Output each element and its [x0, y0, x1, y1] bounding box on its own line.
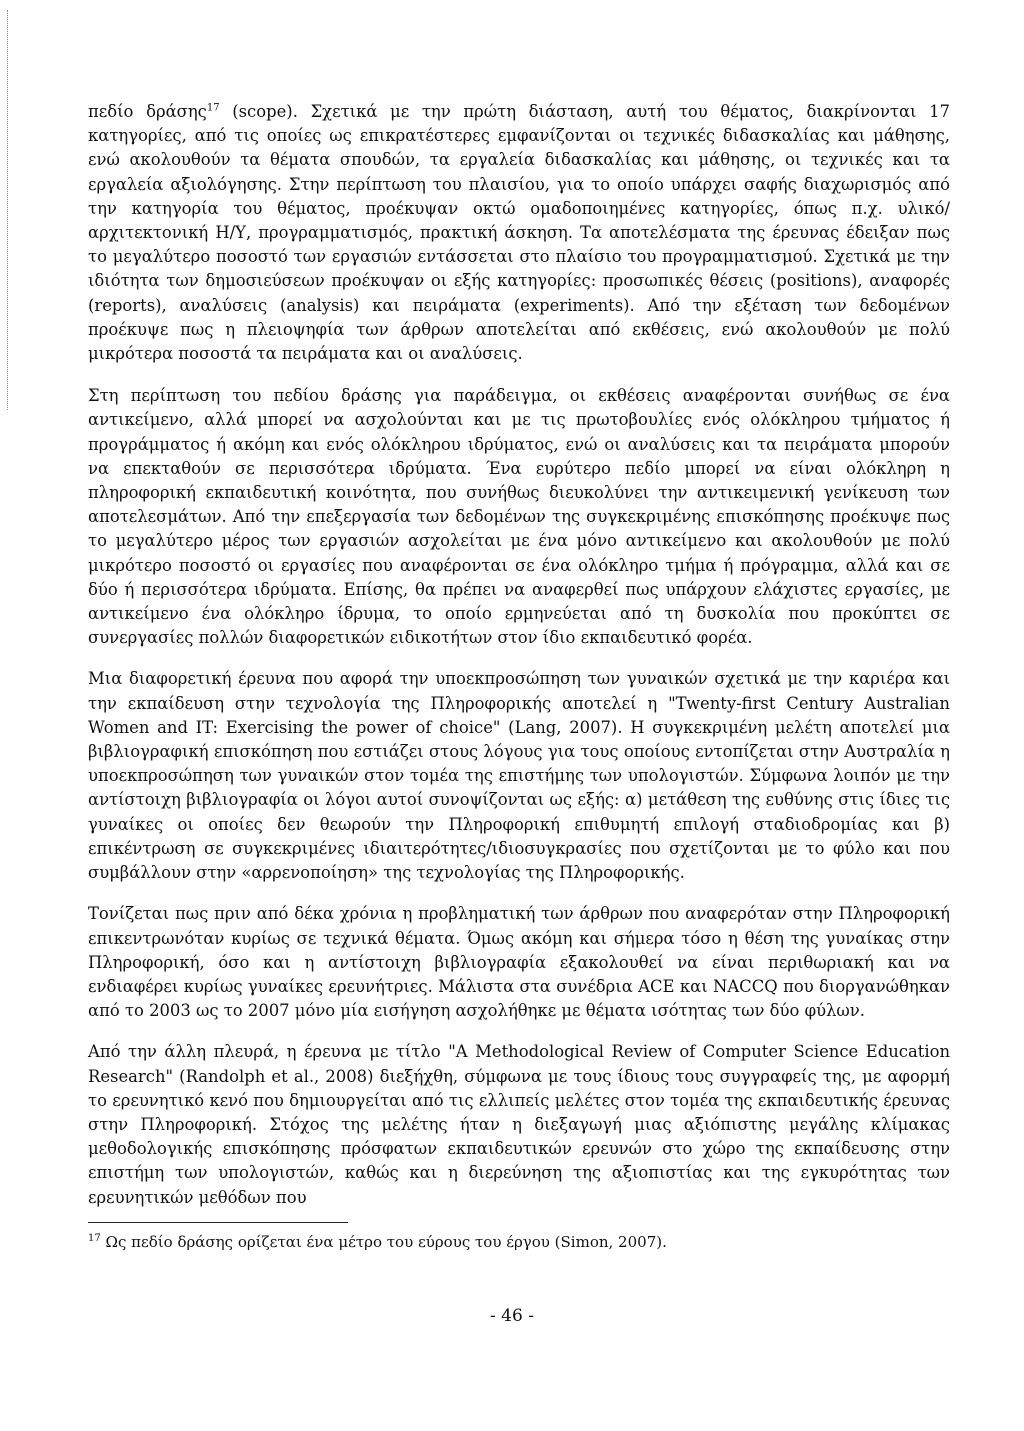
paragraph-3: Μια διαφορετική έρευνα που αφορά την υποεκπροσώπηση των γυναικών σχετικά με την καριέρα και την εκπαίδευση στην τεχνολογία της Πληροφορικής αποτελεί η "Twenty-first Century Australian Women and IT: Exercising the power of choice" (Lang, 2007). Η συγκεκριμένη μελέτη αποτελεί μια βιβλιογραφική επισκόπηση που εστιάζει στους λόγους για τους οποίους εντοπίζεται στην Αυστραλία η υποεκπροσώπηση των γυναικών στον τομέα της επιστήμης των υπολογιστών. Σύμφωνα λοιπόν με την αντίστοιχη βιβλιογραφία οι λόγοι αυτοί συνοψίζονται ως εξής: α) μετάθεση της ευθύνης στις ίδιες τις γυναίκες οι οποίες δεν θεωρούν την Πληροφορική επιθυμητή επιλογή σταδιοδρομίας και β) επικέντρωση σε συγκεκριμένες ιδιαιτερότητες/ιδιοσυγκρασίες που σχετίζονται με το φύλο και που συμβάλλουν στην «αρρενοποίηση» της τεχνολογίας της Πληροφορικής.: [88, 669, 950, 883]
paragraph-2: Στη περίπτωση του πεδίου δράσης για παράδειγμα, οι εκθέσεις αναφέρονται συνήθως σε ένα αντικείμενο, αλλά μπορεί να ασχολούνται και με τις πρωτοβουλίες ενός ολόκληρου τμήματος ή προγράμματος ή ακόμη και ενός ολόκληρου ιδρύματος, ενώ οι αναλύσεις και τα πειράματα μπορούν να επεκταθούν σε περισσότερα ιδρύματα. Ένα ευρύτερο πεδίο μπορεί να είναι ολόκληρη η πληροφορική εκπαιδευτική κοινότητα, που συνήθως διευκολύνει την αντικειμενική γενίκευση των αποτελεσμάτων. Από την επεξεργασία των δεδομένων της συγκεκριμένης επισκόπησης προέκυψε πως το μεγαλύτερο μέρος των εργασιών ασχολείται με ένα μόνο αντικείμενο και ακολουθούν με πολύ μικρότερο ποσοστό οι εργασίες που αναφέρονται σε ένα ολόκληρο τμήμα ή πρόγραμμα, αλλά και σε δύο ή περισσότερα ιδρύματα. Επίσης, θα πρέπει να αναφερθεί πως υπάρχουν ελάχιστες εργασίες, με αντικείμενο ένα ολόκληρο ίδρυμα, το οποίο ερμηνεύεται από τη δυσκολία που προκύπτει σε συνεργασίες πολλών διαφορετικών ειδικοτήτων στον ίδιο εκπαιδευτικό φορέα.: [88, 386, 950, 648]
paragraph-1-rest: (scope). Σχετικά με την πρώτη διάσταση, αυτή του θέματος, διακρίνονται 17 κατηγορίες, από τις οποίες ως επικρατέστερες εμφανίζονται οι τεχνικές διδασκαλίας και μάθησης, ενώ ακολουθούν τα θέματα σπουδών, τα εργαλεία διδασκαλίας και μάθησης, οι τεχνικές και τα εργαλεία αξιολόγησης. Στην περίπτωση του πλαισίου, για το οποίο υπάρχει σαφής διαχωρισμός από την κατηγορία του θέματος, προέκυψαν οκτώ ομαδοποιημένες κατηγορίες, όπως π.χ. υλικό/αρχιτεκτονική Η/Υ, προγραμματισμός, πρακτική άσκηση. Τα αποτελέσματα της έρευνας έδειξαν πως το μεγαλύτερο ποσοστό των εργασιών εντάσσεται στο πλαίσιο του προγραμματισμού. Σχετικά με την ιδιότητα των δημοσιεύσεων προέκυψαν οι εξής κατηγορίες: προσωπικές θέσεις (positions), αναφορές (reports), αναλύσεις (analysis) και πειράματα (experiments). Από την εξέταση των δεδομένων προέκυψε πως η πλειοψηφία των άρθρων αποτελείται από εκθέσεις, ενώ ακολουθούν με πολύ μικρότερα ποσοστά τα πειράματα και οι αναλύσεις.: [88, 102, 950, 364]
paragraph-5: Από την άλλη πλευρά, η έρευνα με τίτλο "A Methodological Review of Computer Science Education Research" (Randolph et al., 2008) διεξήχθη, σύμφωνα με τους ίδιους τους συγγραφείς της, με αφορμή το ερευνητικό κενό που δημιουργείται από τις ελλιπείς μελέτες στον τομέα της εκπαιδευτικής έρευνας στην Πληροφορική. Στόχος της μελέτης ήταν η διεξαγωγή μιας αξιόπιστης μεγάλης κλίμακας μεθοδολογικής επισκόπησης πρόσφατων εκπαιδευτικών ερευνών στο χώρο της εκπαίδευσης στην επιστήμη των υπολογιστών, καθώς και η διερεύνηση της αξιοπιστίας και της εγκυρότητας των ερευνητικών μεθόδων που: [88, 1042, 950, 1207]
footnote: [88, 1232, 950, 1252]
paragraph-1-start: πεδίο δράσης: [88, 102, 207, 121]
page-number: - 46 -: [490, 1306, 534, 1326]
footnote-divider: [88, 1222, 348, 1223]
footnote-number: 17: [88, 1233, 101, 1244]
page-body: [88, 100, 950, 1227]
paragraph-4: Τονίζεται πως πριν από δέκα χρόνια η προβληματική των άρθρων που αναφερόταν στην Πληροφορική επικεντρωνόταν κυρίως σε τεχνικά θέματα. Όμως ακόμη και σήμερα τόσο η θέση της γυναίκας στην Πληροφορική, όσο και η αντίστοιχη βιβλιογραφία εξακολουθεί να είναι περιθωριακή και να ενδιαφέρει κυρίως γυναίκες ερευνήτριες. Μάλιστα στα συνέδρια ACE και NACCQ που διοργανώθηκαν από το 2003 ως το 2007 μόνο μία εισήγηση ασχολήθηκε με θέματα ισότητας των δύο φύλων.: [88, 904, 950, 1021]
footnote-text: Ως πεδίο δράσης ορίζεται ένα μέτρο του εύρους του έργου (Simon, 2007).: [100, 1233, 667, 1251]
paragraph-1: [88, 100, 950, 366]
footnote-ref-17[interactable]: 17: [206, 102, 220, 114]
scan-margin-mark: [7, 10, 14, 410]
